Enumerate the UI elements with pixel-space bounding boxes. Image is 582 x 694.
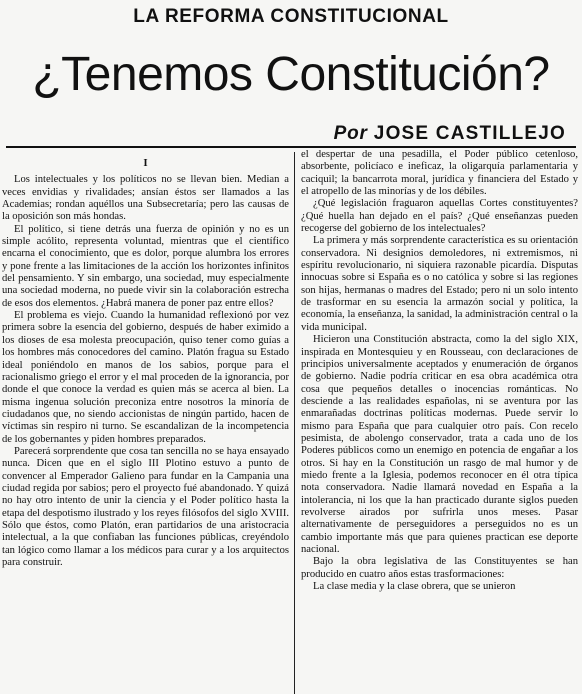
paragraph: El político, si tiene detrás una fuerza de opinión y no es un simple acólito, representa voluntad, mientras que el científico encarna el conocimiento, que es dolor, porque alumbra los errores y pone frente a las limitaciones de la acción los horizontes infinitos del pensamiento. Y sin embargo, una sociedad, muy especialmente una sociedad moderna, no puede vivir sin la colaboración estrecha de esos dos elementos. ¿Habrá manera de poner paz entre ellos? <box>2 223 289 309</box>
paragraph: La primera y más sorprendente característica es su orientación conservadora. Ni designios demoledores, ni extremismos, ni espíritu revolucionario, ni siquiera razonable picardía. Disputas innocuas sobre si España es o no católica y sobre si las regiones son hijas, hermanas o madres del Estado; pero ni un solo intento de trasformar en su esencia la armazón social y política, la economía, la enseñanza, la sanidad, la administración central o la vida municipal. <box>301 235 578 333</box>
section-header: LA REFORMA CONSTITUCIONAL <box>133 6 449 27</box>
title-rule <box>6 146 576 148</box>
byline-prefix: Por <box>333 123 374 144</box>
paragraph: La clase media y la clase obrera, que se unieron <box>313 581 516 593</box>
left-column <box>2 149 289 694</box>
paragraph: El problema es viejo. Cuando la humanidad reflexionó por vez primera sobre la esencia del gobierno, después de haber eximido a los dioses de esa molesta preocupación, quiso tener como guías a los hombres más conocedores del camino. Platón fragua su Estado ideal poniéndolo en manos de los sabios, porque para el racionalismo griego el error y el mal proceden de la ignorancia, por donde el que conoce la verdad es quien más se acerca al bien. La misma ingenua solución preconiza entre nosotros la minoría de ciudadanos que, no siendo accionistas de ningún partido, hacen de víctimas sin respiro ni turno. Se escandalizan de la incompetencia de los gobernantes y piden hombres preparados. <box>2 310 289 445</box>
paragraph: Hicieron una Constitución abstracta, como la del siglo XIX, inspirada en Montesquieu y en Rousseau, con declaraciones de principios universalmente aceptados y enumeración de órganos de gobierno. Nadie podría criticar en esa obra académica otra cosa que pequeños detalles o inocencias románticas. No desciende a las realidades españolas, ni se aventura por las enmarañadas doctrinas políticas modernas. Puede servir lo mismo para España que para cualquier otro país. Con recelo pesimista, de abolengo conservador, trata a cada uno de los Poderes públicos como un enemigo en potencia de engañar a los otros. Si hay en la Constitución un rasgo de mal humor y de miedo frente a la Iglesia, podemos reconocer en él otra típica nota conservadora. Nadie llamará novedad en España a la intolerancia, ni los que la han practicado durante siglos pueden revolverse airados por sufrirla unos meses. Pasar alternativamente de perseguidores a perseguidos no es un cambio importante más que para quienes practican ese deporte nacional. <box>301 334 578 555</box>
column-divider <box>294 152 295 694</box>
paragraph: ¿Qué legislación fraguaron aquellas Cortes constituyentes? ¿Qué huella han dejado en el país? ¿Qué enseñanzas pueden recogerse del gobierno de los intelectuales? <box>301 198 578 235</box>
author-name: JOSE CASTILLEJO <box>373 123 566 144</box>
article-title: ¿Tenemos Constitución? <box>32 48 550 101</box>
right-column <box>301 149 578 694</box>
paragraph: el despertar de una pesadilla, el Poder público cetenloso, absorbente, policíaco e ineficaz, la oligarquía parlamentaria y caciquil; la bancarrota moral, jurídica y financiera del Estado y el atropello de las minorías y de los débiles. <box>301 149 578 198</box>
paragraph: Los intelectuales y los políticos no se llevan bien. Median a veces envidias y rivalidades; ansían éstos ser llamados a las Academias; rondan aquéllos una Subsecretaría; pero las causas de la oposición son más hondas. <box>2 174 289 223</box>
byline <box>334 123 566 145</box>
part-number: I <box>143 157 148 169</box>
paragraph: Bajo la obra legislativa de las Constituyentes se han producido en cuatro años estas trasformaciones: <box>301 556 578 580</box>
paragraph: Parecerá sorprendente que cosa tan sencilla no se haya ensayado nunca. Dicen que en el siglo III Plotino estuvo a punto de convencer al Emperador Galieno para fundar en la Campania una ciudad regida por sabios; pero el proyecto fué abandonado. Y quizá no hay otro intento de unir la ciencia y el Poder político hasta la etapa del despotismo ilustrado y los reyes filósofos del siglo XVIII. Sólo que éstos, como Platón, eran partidarios de una aristocracia intelectual, a la que confiaban las funciones públicas, creyéndolo tan lógico como llamar a los médicos para curar y a los arquitectos para construir. <box>2 445 289 568</box>
